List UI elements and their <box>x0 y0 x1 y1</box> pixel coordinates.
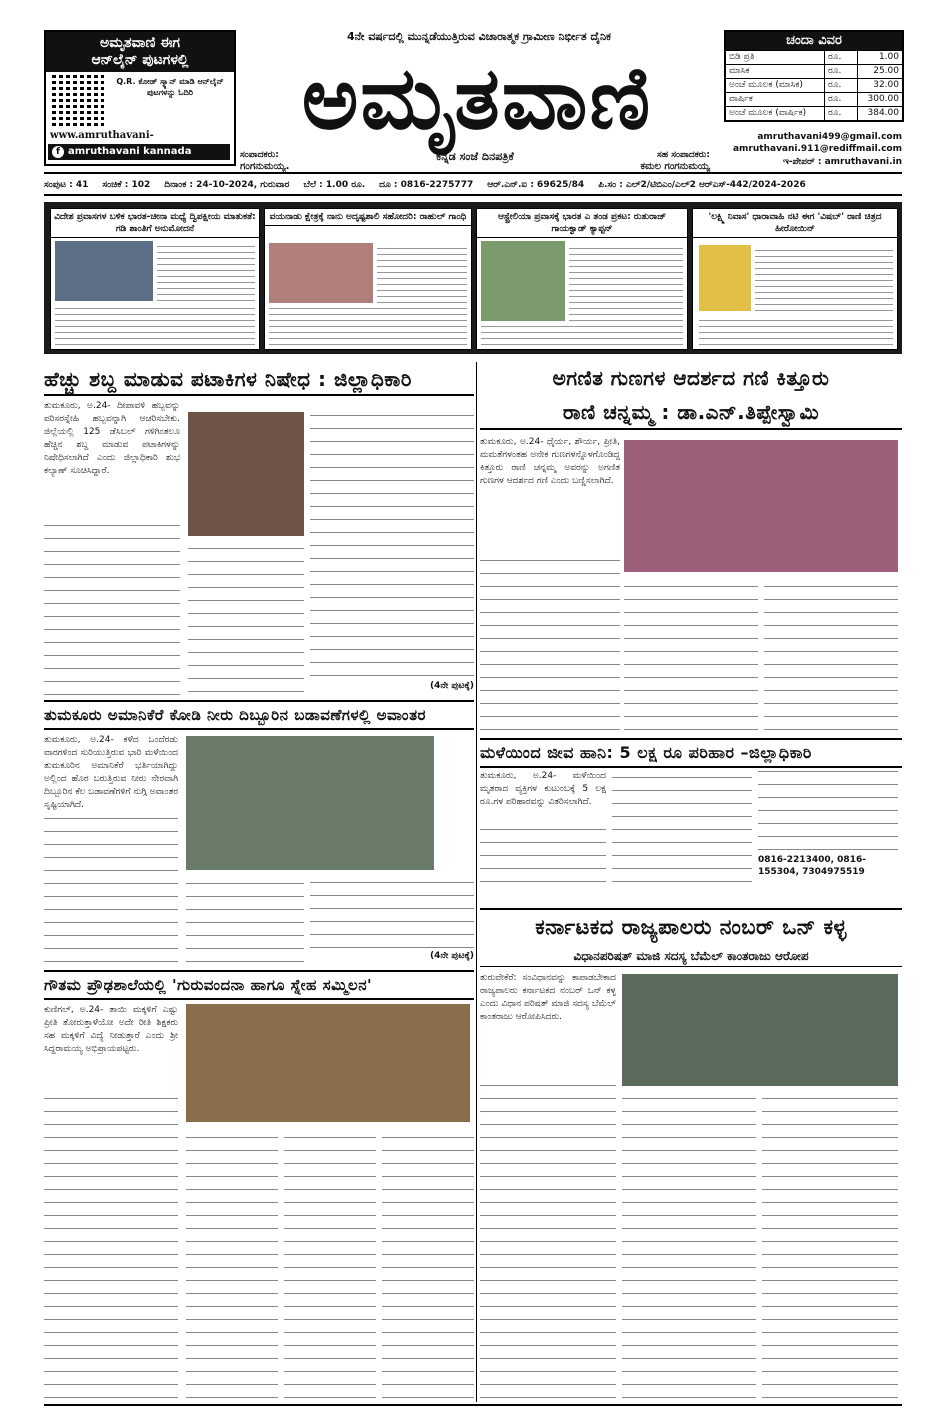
subscription-label: ವಾರ್ಷಿಕ <box>726 93 825 106</box>
subhead-governor: ವಿಧಾನಪರಿಷತ್ ಮಾಜಿ ಸದಸ್ಯ ಬೆಮೆಲ್ ಕಾಂತರಾಜು ಆರೋಪ <box>480 946 902 967</box>
article-governor-text <box>622 1090 756 1398</box>
flood-photo <box>186 736 434 870</box>
subscription-label: ಬಿಡಿ ಪ್ರತಿ <box>726 51 825 64</box>
phone-number: ದೂ : 0816-2275777 <box>379 180 474 190</box>
article-amanikere-text <box>310 876 474 948</box>
website-link[interactable]: www.amruthavani- <box>50 130 154 141</box>
subscription-unit: ರೂ. <box>825 79 858 92</box>
subscription-amount: 25.00 <box>873 66 899 76</box>
ear-headline: ಆಸ್ಟ್ರೇಲಿಯಾ ಪ್ರವಾಸಕ್ಕೆ ಭಾರತ ಎ ತಂಡ ಪ್ರಕಟ: ರುತುರಾಜ್ ಗಾಯಕ್ವಾಡ್ ಕ್ಯಾಪ್ಟನ್ <box>477 209 687 238</box>
paper-subtitle: ಕನ್ನಡ ಸಂಜೆ ದಿನಪತ್ರಿಕೆ <box>436 150 514 163</box>
ear-text-lines <box>569 243 683 321</box>
article-rain-text <box>612 770 752 882</box>
article-crackers-text <box>310 404 474 676</box>
online-box-heading <box>46 32 234 72</box>
continued-label: (4ನೇ ಪುಟಕ್ಕೆ) <box>429 681 474 691</box>
ear-photo <box>55 241 153 301</box>
subscription-title: ಚಂದಾ ವಿವರ <box>726 32 902 50</box>
article-gautama-text <box>44 1096 178 1398</box>
qr-instructions: Q.R. ಕೋಡ್ ಸ್ಕ್ಯಾನ್ ಮಾಡಿ ಆನ್‌ಲೈನ್ ಪುಟಗಳನ್ನು ಓದಿರಿ <box>116 77 224 97</box>
article-governor-text <box>480 1074 616 1398</box>
subscription-unit: ರೂ. <box>825 93 858 106</box>
ear-text-lines <box>377 243 467 303</box>
article-gautama-lead: ಕುಣಿಗಲ್, ಅ.24- ತಾಯಿ ಮಕ್ಕಳಿಗೆ ಎಷ್ಟು ಪ್ರೀತಿ ತೋರುತ್ತಾಳೆಯೋ ಅದೇ ರೀತಿ ಶಿಕ್ಷಕರು ಸಹ ಮಕ್ಕಳಿಗೆ ವಿದ್ಯೆ ನೀಡುತ್ತಾರೆ ಎಂದು ಶ್ರೀ ಸಿದ್ದರಾಮಯ್ಯ ಅಭಿಪ್ರಾಯಪಟ್ಟರು. <box>44 1005 178 1054</box>
issue-date: ದಿನಾಂಕ : 24-10-2024, ಗುರುವಾರ <box>164 180 290 190</box>
subscription-row <box>726 92 902 106</box>
co-editor-label: ಸಹ ಸಂಪಾದಕರು: <box>657 150 710 160</box>
online-box-line1: ಅಮೃತವಾಣಿ ಈಗ <box>99 35 181 51</box>
headline-rain-compensation[interactable]: ಮಳೆಯಿಂದ ಜೀವ ಹಾನಿ: 5 ಲಕ್ಷ ರೂ ಪರಿಹಾರ –ಜಿಲ್ಲಾಧಿಕಾರಿ <box>480 738 902 768</box>
issue-number: ಸಂಚಿಕೆ : 102 <box>102 180 151 190</box>
subscription-unit: ರೂ. <box>825 107 858 120</box>
subscription-unit: ರೂ. <box>825 51 858 64</box>
headline-crackers-ban[interactable]: ಹೆಚ್ಚು ಶಬ್ದ ಮಾಡುವ ಪಟಾಕಿಗಳ ನಿಷೇಧ : ಜಿಲ್ಲಾಧಿಕಾರಿ <box>44 364 474 396</box>
ear-photo <box>699 245 751 311</box>
chennamma-event-photo <box>624 440 898 572</box>
subscription-label: ಅಂಚೆ ಮೂಲಕ (ಮಾಸಿಕ) <box>726 79 825 92</box>
article-governor-text <box>762 1090 898 1398</box>
ear-text-lines <box>699 315 893 345</box>
ear-photo <box>481 241 565 321</box>
email-2[interactable]: amruthavani.911@rediffmail.com <box>732 144 902 154</box>
ear-box-cricket[interactable] <box>476 208 688 350</box>
price: ಬೆಲೆ : 1.00 ರೂ. <box>303 180 366 190</box>
issue-info-bar <box>44 178 902 192</box>
online-pages-box <box>44 30 236 166</box>
subscription-amount: 300.00 <box>867 94 899 104</box>
ear-text-lines <box>55 305 255 345</box>
article-crackers-lead: ತುಮಕೂರು, ಅ.24- ದೀಪಾವಳಿ ಹಬ್ಬವನ್ನು ಪರಿಸರಸ್ನೇಹಿ ಹಬ್ಬವನ್ನಾಗಿ ಆಚರಿಸಬೇಕು. ಜಿಲ್ಲೆಯಲ್ಲಿ 125 ಡೆಸಿಬಲ್ ಗಳಿಗಿಂತಲೂ ಹೆಚ್ಚಿನ ಶಬ್ದ ಮಾಡುವ ಪಟಾಕಿಗಳನ್ನು ನಿಷೇಧಿಸಲಾಗಿದೆ ಎಂದು ಜಿಲ್ಲಾಧಿಕಾರಿ ಶುಭ ಕಲ್ಯಾಣ್ ಸೂಚಿಸಿದ್ದಾರೆ. <box>44 401 180 476</box>
ear-box-actress[interactable] <box>692 208 898 350</box>
article-gautama-text <box>186 1126 278 1398</box>
ear-text-lines <box>157 243 255 301</box>
article-chennamma-lead: ತುಮಕೂರು, ಅ.24- ಧೈರ್ಯ, ಶೌರ್ಯ, ಪ್ರೀತಿ, ಮಮತೆಗಳಂತಹ ಅನೇಕ ಗುಣಗಳನ್ನೊಳಗೊಂಡಿದ್ದ ಕಿತ್ತೂರು ರಾಣಿ ಚನ್ನಮ್ಮ ಅವರನ್ನು ಅಗಣಿತ ಗುಣಗಳ ಆದರ್ಶದ ಗಣಿ ಎಂದು ಬಣ್ಣಿಸಲಾಗಿದೆ. <box>480 437 620 486</box>
subscription-table <box>724 30 904 122</box>
ear-text-lines <box>269 307 467 345</box>
ear-headline: ವಿದೇಶ ಪ್ರವಾಸಗಳ ಬಳಿಕ ಭಾರತ-ಚೀನಾ ಮಧ್ಯೆ ದ್ವಿಪಕ್ಷೀಯ ಮಾತುಕತೆ: ಗಡಿ ಶಾಂತಿಗೆ ಅನುಮೋದನೆ <box>51 209 259 238</box>
subscription-row <box>726 50 902 64</box>
headline-amanikere[interactable]: ತುಮಕೂರು ಅಮಾನಿಕೆರೆ ಕೋಡಿ ನೀರು ದಿಬ್ಬೂರಿನ ಬಡಾವಣೆಗಳಲ್ಲಿ ಅವಾಂತರ <box>44 700 474 730</box>
qr-code-icon[interactable] <box>52 74 104 126</box>
masthead-rule <box>44 172 902 174</box>
article-amanikere-text <box>186 876 304 962</box>
ear-box-wayanad[interactable] <box>264 208 472 350</box>
editor-name: ಗಂಗನುಮಯ್ಯ. <box>240 161 290 172</box>
article-amanikere-text <box>44 816 178 962</box>
school-event-photo <box>186 1004 470 1122</box>
ear-headline: 'ಲಕ್ಷ್ಮಿ ನಿವಾಸ' ಧಾರಾವಾಹಿ ನಟಿ ಈಗ 'ವಿಷಬ್' ರಾಣಿ ಚಿತ್ರದ ಹೀರೋಯಿನ್ <box>693 209 897 238</box>
continued-label: (4ನೇ ಪುಟಕ್ಕೆ) <box>429 951 474 961</box>
article-rain-lead: ತುಮಕೂರು, ಅ.24- ಮಳೆಯಿಂದ ಮೃತರಾದ ವ್ಯಕ್ತಿಗಳ ಕುಟುಂಬಕ್ಕೆ 5 ಲಕ್ಷ ರೂ.ಗಳ ಪರಿಹಾರವನ್ನು ವಿತರಿಸಲಾಗಿದೆ. <box>480 771 606 807</box>
article-chennamma-text <box>764 576 898 730</box>
headline-governor[interactable]: ಕರ್ನಾಟಕದ ರಾಜ್ಯಪಾಲರು ನಂಬರ್ ಒನ್ ಕಳ್ಳ <box>480 908 902 944</box>
ear-text-lines <box>481 325 683 345</box>
headline-chennamma-line2[interactable]: ರಾಣಿ ಚನ್ನಮ್ಮ : ಡಾ.ಎನ್.ತಿಪ್ಪೇಸ್ವಾಮಿ <box>480 396 902 430</box>
online-box-line2: ಆನ್‌ಲೈನ್ ಪುಟಗಳಲ್ಲಿ <box>91 52 189 68</box>
co-editor-name: ಕಮಲ ಗಂಗನುಮಯ್ಯ <box>640 161 710 172</box>
facebook-label: amruthavani kannada <box>68 146 192 157</box>
epaper-link[interactable]: ಇ-ಪೇಪರ್ : amruthavani.in <box>782 157 902 167</box>
subscription-amount: 1.00 <box>878 52 899 62</box>
ear-box-china[interactable] <box>50 208 260 350</box>
column-divider <box>476 362 477 1402</box>
article-chennamma-text <box>480 548 620 730</box>
article-crackers-text <box>188 542 304 692</box>
headline-gautama-school[interactable]: ಗೌತಮ ಪ್ರೌಢಶಾಲೆಯಲ್ಲಿ 'ಗುರುವಂದನಾ ಹಾಗೂ ಸ್ನೇಹ ಸಮ್ಮಿಲನ' <box>44 970 474 1000</box>
volume-number: ಸಂಪುಟ : 41 <box>44 180 89 190</box>
helpline-numbers: 0816-2213400, 0816-155304, 7304975519 <box>758 855 866 877</box>
infobar-rule <box>44 194 902 196</box>
editor-label: ಸಂಪಾದಕರು: <box>240 150 279 160</box>
subscription-amount: 32.00 <box>873 80 899 90</box>
rni-number: ಆರ್.ಎನ್.ಐ : 69625/84 <box>487 180 585 190</box>
governor-event-photo <box>622 974 898 1086</box>
collector-portrait-photo <box>188 412 304 536</box>
facebook-icon: f <box>52 146 64 158</box>
page-bottom-rule <box>44 1404 902 1406</box>
ear-photo <box>269 243 373 303</box>
article-crackers-text <box>44 520 180 695</box>
subscription-label: ಅಂಚೆ ಮೂಲಕ (ವಾರ್ಷಿಕ) <box>726 107 825 120</box>
article-rain-text <box>480 822 606 882</box>
article-amanikere-lead: ತುಮಕೂರು, ಅ.24- ಕಳೆದ ಒಂದೆರಡು ವಾರಗಳಿಂದ ಸುರಿಯುತ್ತಿರುವ ಭಾರಿ ಮಳೆಯಿಂದ ತುಮಕೂರಿನ ಅಮಾನಿಕೆರೆ ಭರ್ತಿಯಾಗಿದ್ದು ಅಲ್ಲಿಂದ ಹೊರ ಬರುತ್ತಿರುವ ನೀರು ನೇರವಾಗಿ ದಿಬ್ಬೂರಿನ ಕೆಲ ಬಡಾವಣೆಗಳಿಗೆ ನುಗ್ಗಿ ಅವಾಂತರ ಸೃಷ್ಟಿಯಾಗಿದೆ. <box>44 735 178 810</box>
masthead-tagline: 4ನೇ ವರ್ಷದಲ್ಲಿ ಮುನ್ನಡೆಯುತ್ತಿರುವ ವಿಚಾರಾತ್ಮಕ ಗ್ರಾಮೀಣ ನಿರ್ಭೀತ ದೈನಿಕ <box>346 30 612 43</box>
headline-chennamma-line1[interactable]: ಅಗಣಿತ ಗುಣಗಳ ಆದರ್ಶದ ಗಣಿ ಕಿತ್ತೂರು <box>552 366 830 390</box>
email-1[interactable]: amruthavani499@gmail.com <box>757 132 902 142</box>
article-rain-text <box>758 770 898 850</box>
subscription-row <box>726 106 902 120</box>
ear-text-lines <box>755 245 893 311</box>
article-gautama-text <box>382 1126 474 1398</box>
subscription-amount: 384.00 <box>867 108 899 118</box>
ear-headline: ವಯನಾಡು ಕ್ಷೇತ್ರಕ್ಕೆ ನಾನು ಅದೃಷ್ಟಶಾಲಿ ಸಹೋದರಿ: ರಾಹುಲ್ ಗಾಂಧಿ <box>265 209 471 226</box>
facebook-link[interactable] <box>48 144 230 160</box>
subscription-row <box>726 78 902 92</box>
subscription-unit: ರೂ. <box>825 65 858 78</box>
newspaper-logo: ಅಮೃತವಾಣಿ <box>301 48 653 149</box>
subscription-row <box>726 64 902 78</box>
postal-registration: ಪಿ.ಸಂ : ಎಲ್2/ಟಿಬಿಎಂ/ಎಲ್2 ಆರ್‌ಎಸ್-442/2024-2026 <box>598 180 806 190</box>
subscription-label: ಮಾಸಿಕ <box>726 65 825 78</box>
article-chennamma-text <box>624 576 758 730</box>
article-gautama-text <box>284 1126 376 1398</box>
article-governor-lead: ತುರುವೇಕೆರೆ: ಸಂವಿಧಾನವನ್ನು ಕಾಪಾಡಬೇಕಾದ ರಾಜ್ಯಪಾಲರು ಕರ್ನಾಟಕದ ನಂಬರ್ ಒನ್ ಕಳ್ಳ ಎಂದು ವಿಧಾನ ಪರಿಷತ್ ಮಾಜಿ ಸದಸ್ಯ ಬೆಮೆಲ್ ಕಾಂತರಾಜು ಆರೋಪಿಸಿದರು. <box>480 973 616 1022</box>
